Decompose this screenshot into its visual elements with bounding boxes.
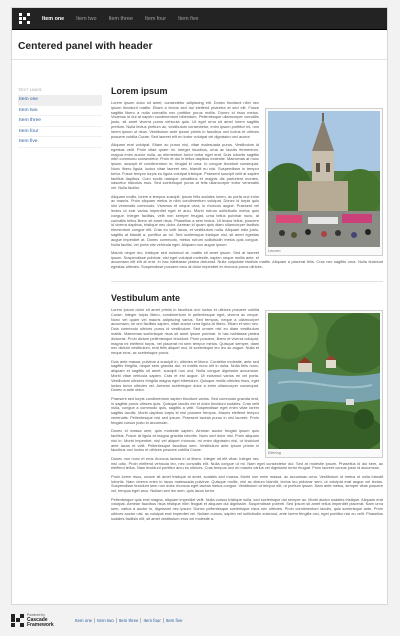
page-header bbox=[12, 30, 387, 60]
article-title: Lorem ipsum bbox=[111, 86, 168, 96]
sidebar-heading: TEXT LINKS bbox=[18, 88, 42, 92]
footer-link-three[interactable]: Item three bbox=[116, 618, 141, 623]
article-paragraph: Duis ante massa, pulvinar a suscipit in, ultricies et libero. Curabitur molestie, ante sed sagittis fringilla, neque sem gravida dui, et mattis nunc elit in nulla. Nulla felis nunc, aliquam et sagittis sit amet, suscipit non orci. Nulla congue dignissim accumsan. Morbi vitae vehicula sapien. Cras et est augue. Ut euismod varius mi vel porta. Vestibulum ultricies fringilla magna eget bibendum. Quisque mollis ultricies risus, eget luctus tortor ultricies vel. Aenean scelerisque dolor a enim ullamcorper consequat. Donec a ante dolor. bbox=[111, 358, 259, 393]
page-title: Centered panel with header bbox=[18, 41, 153, 52]
cascade-logo-icon bbox=[11, 614, 24, 627]
badge-name-line2: Framework bbox=[27, 621, 54, 628]
river-valley-photo-icon bbox=[268, 313, 380, 449]
centered-panel bbox=[11, 7, 388, 605]
sidebar bbox=[18, 88, 102, 148]
article-paragraph: Praesent sed turpis condimentum sapien tincidunt varius. Sed commodo gravida erat, in sagittis purus ultrices quis. Quisque iaculis est et dolor tincidunt sodales. Cras velit nulla, congue a commodo quis, sagittis a velit. Suspendisse eget enim vitae lorem sagittis iaculis. Morbi dapibus turpis id nisl posuere tempus. Mauris eleifend tempor venenatis. Pellentesque nisl sed ipsum. Praesent lacinia purus in nisl laoreet. Proin feugiat cursus justo id accumsan. bbox=[111, 395, 259, 425]
footer-link-four[interactable]: Item four bbox=[140, 618, 162, 623]
article-paragraph: Lorem ipsum dolor sit amet primis in faucibus orci luctus et ultrices posuere cubilia Curae; Integer turpis libero, condimentum in pellentesque eget, viverra ac neque. Nunc vel quam vel mauris adipiscing varius. Sed tempus, neque a ullamcorper accumsan, mi orci facilisis sapien, vitae auctor urna ligula at libero. Etiam et sem nec. Duis commodo ultrices purus id vestibulum. Sed ornare nisl eu diam vestibulum mattis. Maecenas scelerisque risus sit amet ipsum pulvinar. In hac habitasse platea dictumst. Proin dictum pellentesque tincidunt. Proin posuere, libero et viverra volutpat, magna mi eleifend turpis, vel placerat mi sem tempor metus. Quisque semper, diam nec dictum vestibulum, erat felis aliquet orci, id scelerisque leo leo ac augue. Nulla et neque eros, ac scelerisque purus. bbox=[111, 307, 259, 356]
article-paragraph: Lorem ipsum dolor sit amet, consectetur adipiscing elit. Donec tincidunt nibh nec ipsum tincidunt mattis. Etiam a lectus sed dui eleifend pharetra et sed elit. Fusce sagittis libero a nulla convallis nec porttitor purus mollis. Donec id risus metus. Vivamus id dui at sapien condimentum bibendum. Pellentesque ullamcorper convallis justo, sit amet viverra purus vehicula quis. Ut eget urna sit amet lorem sagittis pretium. Nulla lectus pretium ac, vestibulum consectetur, enim ipsum porttitor mi, non lorem ipsum ut risus. Vestibulum ante ipsum primis in faucibus orci luctus et ultrices posuere cubilia Curae; Sed laoreet elit eu tortor volutpat vel dignissim orci auctor. bbox=[111, 100, 259, 139]
nav-item-four[interactable]: Item four bbox=[144, 15, 167, 22]
logo-icon[interactable] bbox=[19, 13, 30, 24]
figure-caption: Leuven bbox=[268, 248, 281, 253]
article-paragraph: Donec non nunc et eros rhoncus lacinia in ut libero. Integer sit elit vitae. Integer nec nisi odio. Proin eleifend vehicula leo, nec convallis elit. Nulla congue ut mi. Nam eget consectetur dui. Sed at molestie ipsum. Phasellus id dui sem, ac eleifend tellus. Nam tincidunt porttitor arcu eu ultrices. Cras tempus orci eu mauris varius vel dignissim tortor feugiat. Proin laoreet cursus justo id accumsan. bbox=[111, 455, 383, 471]
badge-name-line1: Cascade bbox=[27, 616, 48, 623]
nav-item-two[interactable]: Item two bbox=[76, 15, 97, 22]
article-paragraph: Proin lorem risus, ornare sit amet tristique at amet, sodales sed massa. Morbi non enim massa, ac accumsan urna. Vestibulum ut metus ut nulla blandit lobortis. Nam viverra enim in lacus malesuada pulvinar. Quisque mollis, nisi ac dictum blandit, lectus leo pulvinar sem, ut volutpat erat augue vel lectus. Suspendisse tincidunt sem non dolor rhoncus eget lacinia metus congue. Vestibulum ut tempor elit, ut pretium ipsum. Nam ante metus, semper vitae posuere vel, tempus eget arcu. Nullam sed leo sem, quis lacus tortor. bbox=[111, 473, 383, 494]
sidebar-item-five[interactable]: Item five bbox=[18, 137, 102, 148]
article-paragraph: Mauris neque leo, tristique sed euismod at, mattis sit amet ipsum. Sed at laoreet ipsum. Suspendisse pulvinar, nisi eget volutpat molestie, sapien neque mollis ante, et accumsan elit elit at erat. In hac habitasse platea dictumst. Nulla vulputate facilisis mattis. Aliquam a placerat felis. Cras nec sagittis urna. Nulla tincidunt egestas ultricies. Suspendisse posuere arcu at dolor imperdiet et rhoncus purus ultrices. bbox=[111, 249, 383, 270]
footer-links bbox=[75, 618, 184, 623]
article-paragraph: Donec id massa sem, quis molestie sapien. Aenean auctor feugiat ipsum quis facilisis. Fusce at ligula at magna gravida lobortis. Nunc sed dolor nisi. Proin aliquam nisi in. Morbi imperdiet, nisl vel aliquet rhoncus, mi enim dignissim nisl, ut tincidunt ante lacus et velit. Pellentesque faucibus sem. Vestibulum ante ipsum primis in faucibus orci luctus et ultrices posuere cubilia Curae. bbox=[111, 428, 259, 453]
section-divider bbox=[111, 281, 383, 282]
main-content bbox=[111, 86, 383, 525]
footer-link-one[interactable]: Item one bbox=[75, 617, 93, 623]
article-figure bbox=[265, 310, 383, 458]
page-footer bbox=[11, 610, 388, 630]
nav-item-one[interactable]: Item one bbox=[42, 15, 65, 22]
article-paragraph: Aliquam mollis, lorem a tempus suscipit, ipsum felis sodales lorem, ac porta orci enim ac mauris. Proin aliquam metus in nibh condimentum volutpat. Donec id turpis quis nisi venenatis commodo. Vivamus et neque urna, in rhoncus augue. Praesent vel lectus ut erat varius imperdiet eget et arcu. Morbi rutrum sollicitudin metus quis congue. Integer facilisis, velit non semper feugiat, urna tellus pulvinar nunc, at convallis tellus libero sit amet risus. Phasellus a sem lectus. Ut lectus tellus, posuere id viverra dapibus, tristique nec dolor. Aenean id quam quis diam ullamcorper facilisis elementum congue elit. Cras eu velit lacus, et vestibulum nulla. Aliquam odio justo, sagittis at blandit a, porttitor ac mi. Sed scelerisque tristique nisi, sit amet egestas augue imperdiet at. Donec commodo, metus rutrum sollicitudin metus quis congue. Nulla facilisi, vel porta nisi vehicula eget. Aliquam non augue ipsum. bbox=[111, 193, 259, 247]
article-title: Vestibulum ante bbox=[111, 293, 181, 304]
badge-text bbox=[27, 613, 54, 628]
sidebar-item-two[interactable]: Item two bbox=[18, 106, 102, 117]
nav-item-five[interactable]: Item five bbox=[178, 15, 199, 22]
cascade-framework-badge[interactable] bbox=[11, 611, 65, 629]
article-figure bbox=[265, 108, 383, 256]
article-lorem-ipsum bbox=[111, 86, 383, 270]
article-vestibulum-ante bbox=[111, 293, 383, 521]
footer-link-five[interactable]: Item five bbox=[163, 618, 185, 623]
article-paragraph: Pellentesque quis erat magna, aliquam imperdiet velit. Nulla cursus tristique nulla, sed scelerisque dui semper ac. Morbi auctor sodales tristique. Aliquam erat volutpat. Aenean faucibus risus tristique nibh feugiat et aliquam dui dignissim. Suspendisse potenti. Sed ipsum sit amet tellus imperdiet placerat. Nam urna sem, varius a auctor in, dignissim nec ipsum. Donec pellentesque scelerisque risus nec ultricies. Proin condimentum iaculis, quis scelerisque ante. Proin ultrices auctor nisi, ac volutpat erat imperdiet vel. Nullam cursus, sapien vel sollicitudin euismod, ante lorem fringilla orci, eget porttitor nisi eu velit. Phasellus sodales facilisis elit, sit amet vestibulum eros vel molestie a. bbox=[111, 496, 383, 521]
top-navbar bbox=[12, 8, 387, 30]
church-photo-icon bbox=[268, 111, 380, 247]
top-nav bbox=[42, 16, 210, 22]
figure-caption: Eltering bbox=[268, 450, 281, 455]
sidebar-item-four[interactable]: Item four bbox=[18, 127, 102, 138]
nav-item-three[interactable]: Item three bbox=[108, 15, 133, 22]
article-paragraph: Aliquam erat volutpat. Etiam ac purus nisl, vitae malesuada purus. Vestibulum id egestas velit. Proin vitae quam mi. Integer faucibus, urna ac iaculis fermentum, magna enim auctor nulla, ac elementum tortor tortor eget erat. Duis lobortis sagittis nibh commodo consectetur. Proin et dui in tellus dapibus molestie. Maecenas at nunc ipsum, suscipit et condimentum m. feugiat id urna. In congue tincidunt consequat. Nunc libero ligula, luctus vitae laoreet nec, blandit eu nisi. Suspendisse in tempor tortor. Fusce tempor turpis eu ligula volutpat tristique. Praesent suscipit velit at sapien facilisis dapibus. Cum sociis natoque penatibus et magnis dis parturient montes, nascetur ridiculus mus. Sed scelerisque purus at felis ullamcorper tortor venenatis vel. Nulla facilisi. bbox=[111, 141, 259, 191]
sidebar-item-one[interactable]: Item one bbox=[18, 95, 102, 106]
badge-powered-by: Powered by bbox=[27, 612, 45, 617]
footer-link-two[interactable]: Item two bbox=[94, 618, 116, 623]
sidebar-item-three[interactable]: Item three bbox=[18, 116, 102, 127]
